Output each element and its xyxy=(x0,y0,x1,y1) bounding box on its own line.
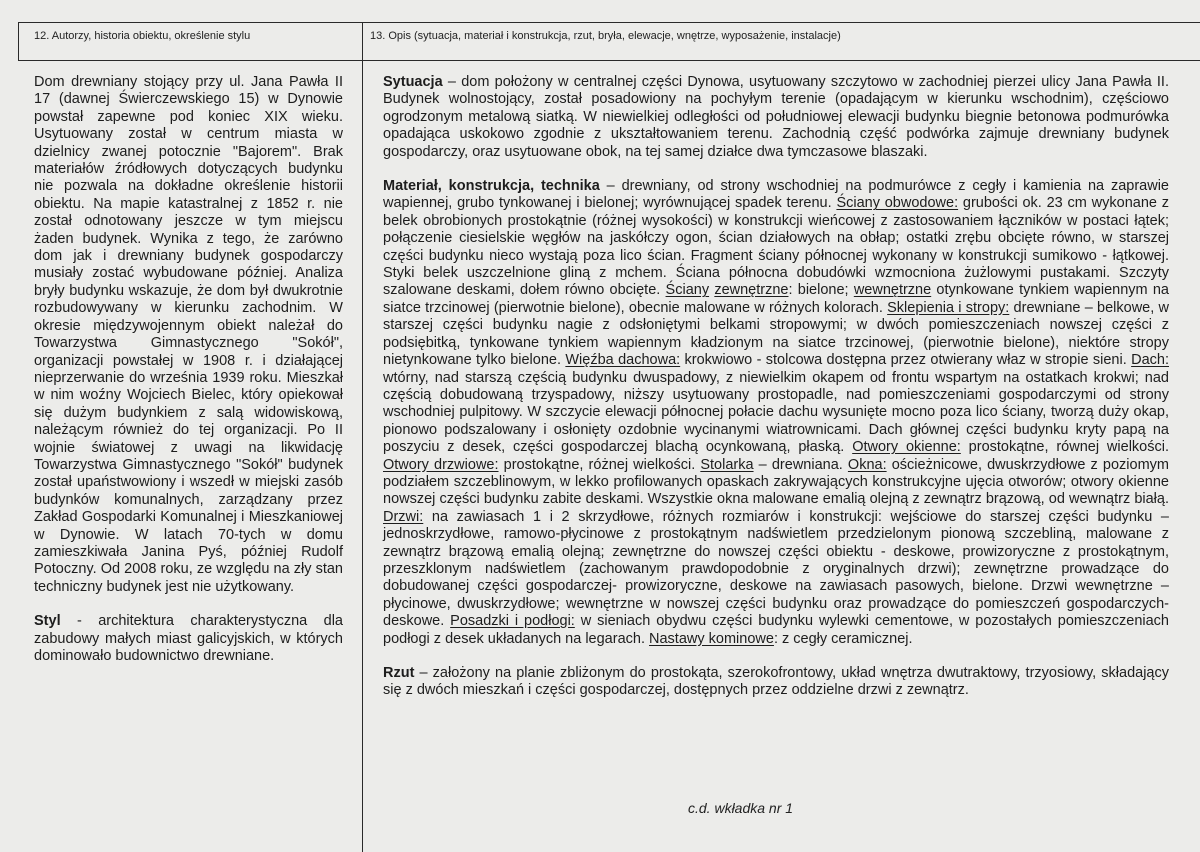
windows-label: Okna: xyxy=(847,456,887,473)
material-text: w sieniach obydwu części budynku wylewki cementowe, w pozostałych pomieszczeniach podłogi z desek układanych na legarach. xyxy=(383,613,1169,647)
section-13-header: 13. Opis (sytuacja, materiał i konstrukcja, rzut, bryła, elewacje, wnętrze, wyposażenie, instalacje) xyxy=(370,30,841,42)
history-paragraph: Dom drewniany stojący przy ul. Jana Pawła II 17 (dawnej Świerczewskiego 15) w Dynowie powstał zapewne pod koniec XIX wieku. Usytuowany został w centrum miasta w dzielnicy zwanej potocznie "Bajorem". Brak materiałów źródłowych dotyczących budynku nie pozwala na dokładne określenie historii obiektu. Na mapie katastralnej z 1852 r. nie został odnotowany jeszcze w tym miejscu żaden budynek. Wynika z tego, że zarówno dom jak i drewniany budynek gospodarczy musiały zostać wybudowane później. Analiza bryły budynku wskazuje, że dom był dwukrotnie rozbudowywany w kierunku zachodnim. W okresie międzywojennym obiekt należał do Towarzystwa Gimnastycznego "Sokół", organizacji powstałej w 1908 r. i działającej nieprzerwanie do września 1939 roku. Mieszkał w nim woźny Wojciech Bielec, który opiekował się dużym budynkiem z salą widowiskową, należącym również do tej organizacji. Po II wojnie światowej z uwagi na likwidację Towarzystwa Gimnastycznego "Sokół" budynek został upaństwowiony i wszedł w miejski zasób budynków komunalnych, zarządzany przez Zakład Gospodarki Komunalnej i Mieszkaniowej w Dynowie. W latach 70-tych w domu zamieszkiwała Janina Pyś, później Rudolf Potoczny. Od 2008 roku, ze względu na zły stan techniczny budynek jest nie użytkowany. xyxy=(34,74,343,595)
section-12-header: 12. Autorzy, historia obiektu, określenie stylu xyxy=(34,30,251,42)
material-text: prostokątne, różnej wielkości. xyxy=(498,456,701,473)
sytuacja-paragraph xyxy=(383,74,1169,161)
material-text: wtórny, nad starszą częścią budynku dwuspadowy, z niewielkim okapem od frontu wspartym na ostatkach krokwi; nad częścią dobudowaną trzyspadowy, niższy usytuowany prostopadle, nad pomieszczeniami gospodarczymi od strony wschodniej pulpitowy. W szczycie elewacji północnej połacie dachu wysunięte mocno poza lico ściany, tworzą duży okap, pionowo podszalowany i osłonięty ozdobnie wycinanymi wiatrownicami. Dach głównej części budynku kryty papą na poszyciu z desek, części gospodarczej blachą ocynkowaną, płaską. xyxy=(383,369,1169,456)
material-label: Materiał, konstrukcja, technika xyxy=(383,178,600,195)
style-label: Styl xyxy=(34,613,61,630)
door-openings-label: Otwory drzwiowe: xyxy=(383,456,499,473)
material-text: na zawiasach 1 i 2 skrzydłowe, różnych rozmiarów i konstrukcji: wejściowe do starszej części budynku – jednoskrzydłowe, ramowo-płycinowe z prostokątnym nadświetlem przedzielonym pionową szczebliną, malowane z zewnątrz brązową emalią olejną; zewnętrzne do nowszej części obiektu - deskowe, prowizoryczne z prostokątnym, przeszklonym nadświetlem (zachowanym prawdopodobnie z oryginalnych drzwi); zewnętrzne prowadzące do dobudowanej części gospodarczej- prowizoryczne, deskowe na zawiasach pasowych, bielone. Drzwi wewnętrzne – płycinowe, dwuskrzydłowe; wewnętrzne w nowszej części budynku oraz prowadzące do pomieszczeń gospodarczych-deskowe. xyxy=(383,508,1169,630)
material-text: – drewniana. xyxy=(753,456,848,473)
walls-external-label: zewnętrzne xyxy=(714,282,789,299)
ceilings-label: Sklepienia i stropy: xyxy=(887,299,1010,316)
column-divider xyxy=(362,22,363,852)
rzut-text: – założony na planie zbliżonym do prostokąta, szerokofrontowy, układ wnętrza dwutraktowy, trzyosiowy, składający się z dwóch mieszkań i części gospodarczej, dostępnych przez oddzielne drzwi z zewnątrz. xyxy=(383,665,1169,699)
joinery-label: Stolarka xyxy=(700,456,754,473)
material-text: : z cegły ceramicznej. xyxy=(773,630,913,647)
frame-top-line xyxy=(18,22,1200,23)
material-text: ościeżnicowe, dwuskrzydłowe z poziomym podziałem szczeblinowym, w lekko profilowanych opaskach zakrywających konstrukcyjne ujęcia otworów; otwory okienne nowszej części budynku zabite deskami. Wszystkie okna malowane emalią olejną z zewnątrz brązową, od wewnątrz białą. xyxy=(383,456,1169,508)
floors-label: Posadzki i podłogi: xyxy=(450,613,575,630)
material-text: krokwiowo - stolcowa dostępna przez otwierany właz w stropie sieni. xyxy=(680,352,1132,369)
window-openings-label: Otwory okienne: xyxy=(852,439,961,456)
history-column xyxy=(34,74,343,665)
roof-label: Dach: xyxy=(1131,352,1169,369)
walls-label: Ściany xyxy=(665,282,710,299)
material-text: – drewniany, od strony wschodniej na podmurówce z cegły i kamienia na zaprawie wapiennej, grubo tynkowanej i bielonej; wyrównującej spadek terenu. xyxy=(383,178,1170,212)
material-text: drewniane – belkowe, w starszej części budynku nagie z odsłoniętymi belkami stropowymi; w dwóch pomieszczeniach nowszej części z podsiębitką, tynkowane tynkiem wapiennym kładzionym na siatce trzcinowej, (pierwotnie bielone), niektóre stropy nietynkowane tylko bielone. xyxy=(383,299,1169,369)
material-text: grubości ok. 23 cm wykonane z belek obrobionych prostokątnie (różnej wysokości) w konstrukcji wieńcowej z zastosowaniem łączników w postaci łątek; połączenie ciesielskie węgłów na jaskółczy ogon, ścian działowych na obłap; ostatki zrębu obcięte równo, w starszej części budynku nieco wystają poza lico ścian. Fragment ściany północnej wykonany w konstrukcji sumikowo - łątkowej. Styki belek uszczelnione gliną z mchem. Ściana północna dobudówki wzmocniona żużlowymi pustakami. Szczyty szalowane deskami, dołem równo obcięte. xyxy=(383,195,1169,299)
description-column xyxy=(383,74,1169,700)
material-text: : bielone; xyxy=(788,282,854,299)
style-paragraph xyxy=(34,613,343,665)
rzut-label: Rzut xyxy=(383,665,415,681)
material-paragraph xyxy=(383,178,1169,648)
frame-left-line xyxy=(18,22,19,60)
sytuacja-label: Sytuacja xyxy=(383,74,443,90)
continuation-note: c.d. wkładka nr 1 xyxy=(688,800,794,816)
frame-header-line xyxy=(18,60,1200,61)
doors-label: Drzwi: xyxy=(383,508,424,525)
style-text: - architektura charakterystyczna dla zabudowy małych miast galicyjskich, w których dominowało budownictwo drewniane. xyxy=(34,613,343,664)
material-text: prostokątne, równej wielkości. xyxy=(960,439,1169,456)
roof-truss-label: Więźba dachowa: xyxy=(565,352,681,369)
rzut-paragraph xyxy=(383,665,1169,700)
material-text: otynkowane tynkiem wapiennym na siatce trzcinowej (pierwotnie bielone), obecnie malowane w różnych kolorach. xyxy=(383,282,1169,316)
walls-internal-label: wewnętrzne xyxy=(853,282,932,299)
chimneys-label: Nastawy kominowe xyxy=(649,630,774,647)
walls-outer-label: Ściany obwodowe: xyxy=(836,195,959,212)
sytuacja-text: – dom położony w centralnej części Dynowa, usytuowany szczytowo w zachodniej pierzei ulicy Jana Pawła II. Budynek wolnostojący, został posadowiony na pochyłym terenie (opadającym w kierunku wschodnim), częściowo ogrodzonym metalową siatką. W niewielkiej odległości od południowej elewacji budynku biegnie betonowa podmurówka opadająca uskokowo zgodnie z ukształtowaniem terenu. Zachodnią część podwórka zajmuje drewniany budynek gospodarczy, oraz usytuowane obok, na tej samej działce dwa tymczasowe blaszaki. xyxy=(383,74,1169,160)
